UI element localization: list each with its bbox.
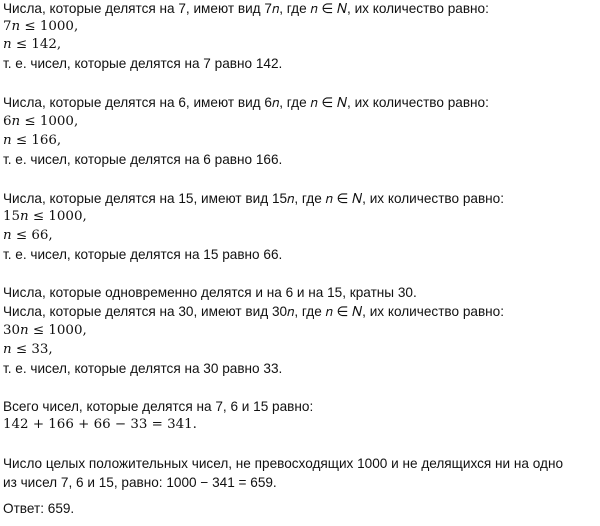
section-2-intro: Числа, которые делятся на 6, имеют вид 6𝑛, где 𝑛 ∈ 𝑁, их количество равно: <box>3 95 489 110</box>
section-1-bound: 𝑛 ≤ 142, <box>3 37 62 52</box>
section-3-inequality: 15𝑛 ≤ 1000, <box>3 209 87 224</box>
section-2-bound: 𝑛 ≤ 166, <box>3 133 62 148</box>
section-3-result: т. е. чисел, которые делятся на 15 равно 66. <box>3 247 283 262</box>
section-1-result: т. е. чисел, которые делятся на 7 равно 142. <box>3 56 283 71</box>
conclusion-line-1: Число целых положительных чисел, не превосходящих 1000 и не делящихся ни на одно <box>3 456 564 471</box>
section-1-inequality: 7𝑛 ≤ 1000, <box>3 19 79 34</box>
section-3-bound: 𝑛 ≤ 66, <box>3 228 53 243</box>
conclusion-line-2: из чисел 7, 6 и 15, равно: 1000 − 341 = 659. <box>3 475 277 490</box>
answer: Ответ: 659. <box>3 501 75 516</box>
section-4-inequality: 30𝑛 ≤ 1000, <box>3 323 87 338</box>
section-1-intro: Числа, которые делятся на 7, имеют вид 7𝑛, где 𝑛 ∈ 𝑁, их количество равно: <box>3 1 489 16</box>
section-2-inequality: 6𝑛 ≤ 1000, <box>3 114 79 129</box>
section-4-result: т. е. чисел, которые делятся на 30 равно 33. <box>3 361 283 376</box>
section-3-intro: Числа, которые делятся на 15, имеют вид 15𝑛, где 𝑛 ∈ 𝑁, их количество равно: <box>3 191 505 206</box>
section-4-note: Числа, которые одновременно делятся и на 6 и на 15, кратны 30. <box>3 285 417 300</box>
total-intro: Всего чисел, которые делятся на 7, 6 и 15 равно: <box>3 399 314 414</box>
section-4-bound: 𝑛 ≤ 33, <box>3 342 53 357</box>
total-equation: 142 + 166 + 66 − 33 = 341. <box>3 417 197 432</box>
section-4-intro: Числа, которые делятся на 30, имеют вид 30𝑛, где 𝑛 ∈ 𝑁, их количество равно: <box>3 304 505 319</box>
section-2-result: т. е. чисел, которые делятся на 6 равно 166. <box>3 152 283 167</box>
